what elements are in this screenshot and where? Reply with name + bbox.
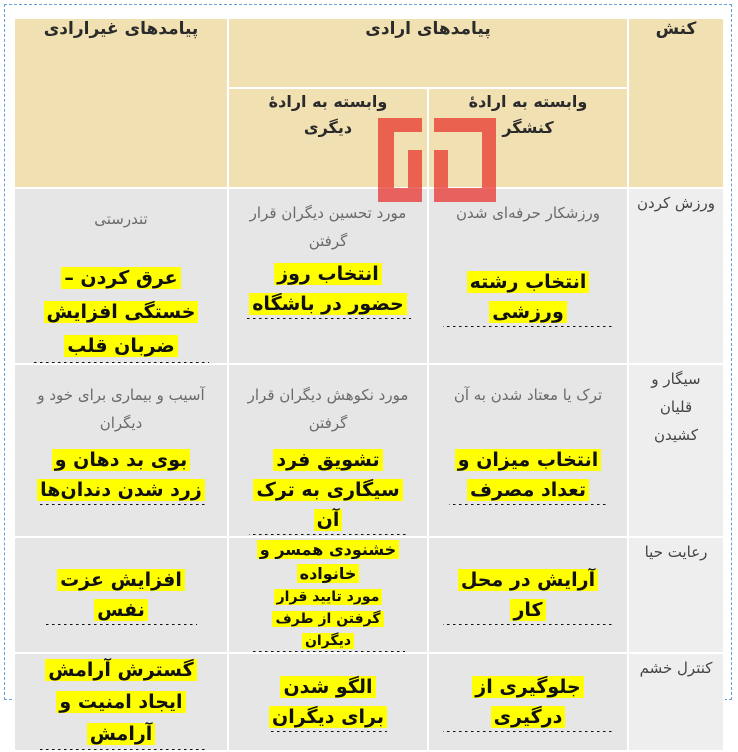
example-text: آسیب و بیماری برای خود و دیگران <box>37 386 205 432</box>
actor-cell <box>428 188 628 364</box>
answer-highlight: انتخاب رشته ورزشی <box>467 271 590 323</box>
answer-text <box>37 445 205 505</box>
row-action: کنترل خشم <box>628 653 724 751</box>
table-row <box>14 537 724 653</box>
answer-highlight: خشنودی همسر و خانواده <box>257 540 399 583</box>
example-text: مورد تحسین دیگران قرار گرفتن <box>249 204 407 250</box>
header-others-will-text: وابسته به ارادهٔ دیگری <box>268 92 388 137</box>
actor-cell <box>428 364 628 537</box>
answer-small-text <box>251 586 405 652</box>
consequences-table <box>13 17 725 752</box>
header-actor-will <box>428 88 628 188</box>
answer-small-highlight: مورد تایید قرار گرفتن از طرف دیگران <box>272 589 383 649</box>
others-cell <box>228 188 428 364</box>
header-others-will <box>228 88 428 188</box>
header-action: کنش <box>628 18 724 188</box>
answer-highlight: افزایش عزت نفس <box>57 569 185 621</box>
answer-highlight: گسترش آرامش ایجاد امنیت و آرامش <box>45 659 196 745</box>
involuntary-cell <box>14 537 228 653</box>
answer-text <box>443 267 613 327</box>
answer-highlight: جلوگیری از درگیری <box>472 676 583 728</box>
table-row <box>14 653 724 751</box>
example-text: تندرستی <box>94 210 148 228</box>
others-cell <box>228 653 428 751</box>
answer-text <box>33 261 209 363</box>
answer-text <box>245 259 411 319</box>
answer-highlight: الگو شدن برای دیگران <box>269 676 387 728</box>
example-text: ورزشکار حرفه‌ای شدن <box>455 204 601 222</box>
answer-text <box>37 654 205 750</box>
answer-highlight: انتخاب میزان و تعداد مصرف <box>455 449 601 501</box>
answer-highlight: انتخاب روز حضور در باشگاه <box>249 263 407 315</box>
others-cell <box>228 364 428 537</box>
involuntary-cell <box>14 653 228 751</box>
involuntary-cell <box>14 188 228 364</box>
row-action: رعایت حیا <box>628 537 724 653</box>
actor-cell <box>428 537 628 653</box>
involuntary-cell <box>14 364 228 537</box>
table-row <box>14 188 724 364</box>
row-action <box>628 364 724 537</box>
header-involuntary: پیامدهای غیرارادی <box>14 18 228 188</box>
header-actor-will-text: وابسته به ارادهٔ کنشگر <box>468 92 588 137</box>
answer-text <box>229 538 427 586</box>
actor-cell <box>428 653 628 751</box>
header-voluntary: پیامدهای ارادی <box>228 18 628 88</box>
answer-highlight: عرق کردن – خستگی افزایش ضربان قلب <box>44 267 199 357</box>
row-action-text: سیگار و قلیان کشیدن <box>651 370 701 444</box>
example-text: مورد نکوهش دیگران قرار گرفتن <box>247 386 409 432</box>
answer-text <box>449 445 607 505</box>
table-row <box>14 364 724 537</box>
answer-text <box>269 672 387 732</box>
answer-text <box>45 565 197 625</box>
answer-text <box>443 565 613 625</box>
answer-text <box>443 672 613 732</box>
answer-text <box>249 445 407 535</box>
example-text: ترک یا معتاد شدن به آن <box>453 386 603 404</box>
row-action: ورزش کردن <box>628 188 724 364</box>
others-cell <box>228 537 428 653</box>
answer-highlight: بوی بد دهان و زرد شدن دندان‌ها <box>37 449 205 501</box>
answer-highlight: تشویق فرد سیگاری به ترک آن <box>253 449 402 531</box>
answer-highlight: آرایش در محل کار <box>458 569 598 621</box>
